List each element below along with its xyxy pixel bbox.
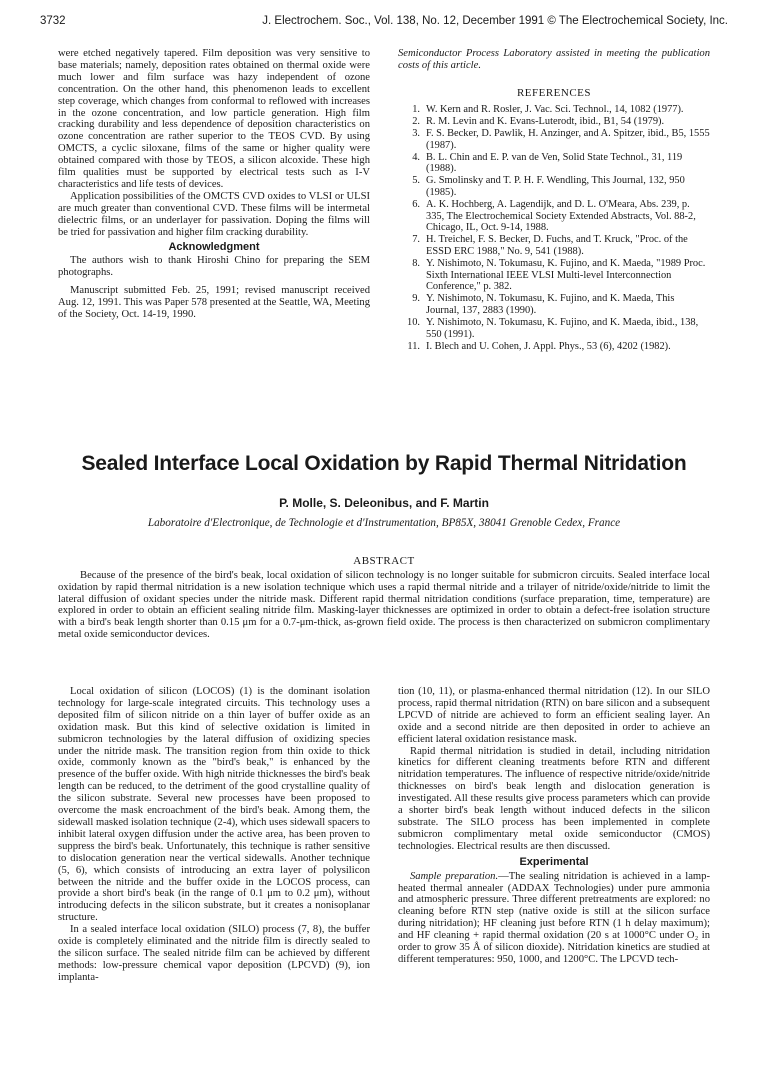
manuscript-note: Manuscript submitted Feb. 25, 1991; revised manuscript received Aug. 12, 1991. This was Paper 578 presented at the Seattle, WA, Meeting of the Society, Oct. 14-19, 1990. <box>58 285 370 321</box>
reference-item <box>398 199 710 234</box>
reference-text: B. L. Chin and E. P. van de Ven, Solid State Technol., 31, 119 (1988). <box>426 151 683 175</box>
reference-item <box>398 258 710 293</box>
journal-citation-line: J. Electrochem. Soc., Vol. 138, No. 12, December 1991 © The Electrochemical Society, Inc. <box>262 15 728 27</box>
abstract-text: Because of the presence of the bird's beak, local oxidation of silicon technology is no longer suitable for submicron circuits. Sealed interface local oxidation by rapid thermal nitridation is a new isolation technique which uses a rapid thermal nitride and a trilayer of nitride/oxide/nitride to limit the lateral diffusion of oxidant species under the nitride mask. Different rapid thermal nitridation conditions (surface preparation, time, temperature) are explored in order to obtain an efficient sealing nitride film. Masking-layer thicknesses are optimized in order to obtain a defect-free isolation structure with a bird's beak length shorter than 0.15 μm for a 0.7-μm-thick, as-grown field oxide. The process is then characterized on submicron complimentary metal oxide semiconductor devices. <box>58 570 710 640</box>
reference-text: W. Kern and R. Rosler, J. Vac. Sci. Technol., 14, 1082 (1977). <box>426 103 684 115</box>
experimental-heading: Experimental <box>519 855 589 868</box>
reference-list <box>398 104 710 352</box>
reference-number: 5. <box>412 175 420 187</box>
reference-item <box>398 341 710 353</box>
reference-text: H. Treichel, F. S. Becker, D. Fuchs, and T. Kruck, "Proc. of the ESSD ERC 1988," No. 9, 541 (1988). <box>426 234 688 257</box>
reference-number: 10. <box>407 316 420 328</box>
body-paragraph: Application possibilities of the OMCTS CVD oxides to VLSI or ULSI are much greater than conventional CVD. These films will be intermetal dielectric films, or an underlayer for passivation. Doping the films will be tried for passivation and higher film cracking durability. <box>58 190 370 238</box>
reference-item <box>398 116 710 128</box>
reference-number: 3. <box>412 127 420 139</box>
reference-number: 8. <box>412 257 420 269</box>
reference-text: A. K. Hochberg, A. Lagendijk, and D. L. O'Meara, Abs. 239, p. 335, The Electrochemical Society Extended Abstracts, Vol. 88-2, Chicago, IL, Oct. 9-14, 1988. <box>426 198 696 234</box>
article-right-column <box>398 686 710 966</box>
body-paragraph: Rapid thermal nitridation is studied in detail, including nitridation kinetics for different cleaning treatments before RTN and different nitridation temperatures. The influence of respective nitride/oxide/nitride thicknesses on bird's beak length and dislocation generation is investigated. All these results give process parameters which can provide a shorter bird's beak length without induced defects in the silicon substrate. The SILO process has been implemented in complete submicron complimentary metal oxide semiconductor (CMOS) technologies. Electrical results are then discussed. <box>398 745 710 852</box>
reference-text: F. S. Becker, D. Pawlik, H. Anzinger, and A. Spitzer, ibid., B5, 1555 (1987). <box>426 127 710 151</box>
sample-preparation-text: —The sealing nitridation is achieved in a lamp-heated thermal annealer (ADDAX Technologies) under pure ammonia and atmospheric pressure. Three different pretreatments are explored: no cleaning before RTN step (native oxide is still at the silicon surface during nitridation); HF cleaning just before RTN (1 h delay maximum); and HF cleaning + rapid thermal oxidation (20 s at 1000°C under O₂ in order to grow 35 Å of silicon dioxide). Nitridation kinetics are studied at different temperatures: 950, 1000, and 1200°C. The LPCVD tech- <box>398 870 710 965</box>
reference-item <box>398 293 710 316</box>
acknowledgment-text: The authors wish to thank Hiroshi Chino for preparing the SEM photographs. <box>58 255 370 279</box>
previous-article-left-column <box>58 48 370 321</box>
reference-item <box>398 234 710 257</box>
article-left-column <box>58 686 370 984</box>
abstract-heading: ABSTRACT <box>353 555 415 567</box>
reference-text: R. M. Levin and K. Evans-Luterodt, ibid., B1, 54 (1979). <box>426 115 665 127</box>
reference-number: 6. <box>412 198 420 210</box>
references-heading: REFERENCES <box>516 86 592 99</box>
running-header <box>40 12 728 34</box>
author-affiliation: Laboratoire d'Electronique, de Technologie et d'Instrumentation, BP85X, 38041 Grenoble Cedex, France <box>147 517 621 529</box>
reference-item <box>398 152 710 175</box>
acknowledgment-heading: Acknowledgment <box>168 240 260 253</box>
introduction-paragraph: Local oxidation of silicon (LOCOS) (1) is the dominant isolation technology for large-scale integrated circuits. This technology uses a deposited film of silicon nitride on a thin layer of buffer oxide as an oxidation mask. But this kind of selective oxidation is limited in submicron technologies by the lateral diffusion of oxidizing species under the nitride mask. The transition region from thin oxide to thick oxide, commonly known as the "bird's beak," is enhanced by the presence of the buffer oxide. With high nitride thicknesses the bird's beak length can be reduced, to the detriment of the good crystalline quality of the silicon substrate. Several new processes have been proposed to overcome the mask encroachment of the bird's beak. Among them, the sidewall masked isolation technique (2-4), which uses sidewall spacers to inhibit lateral oxygen diffusion under the active area, has been proven to suppress the bird's beak. Unfortunately, this technique is rather sensitive to dislocation generation near the vertical sidewalls. Another technique (5, 6), which consists of introducing an extra layer of polysilicon between the nitride and the buffer oxide in the LOCOS process, can provide a short bird's beak (in the range of 0.1 μm to 0.2 μm), without introducing defects in the silicon substrate, but it creates a nonisoplanar structure. <box>58 686 370 924</box>
previous-article-right-column <box>398 48 710 353</box>
sample-preparation-paragraph <box>398 871 710 966</box>
reference-item <box>398 104 710 116</box>
reference-text: Y. Nishimoto, N. Tokumasu, K. Fujino, and K. Maeda, This Journal, 137, 2883 (1990). <box>426 293 675 316</box>
introduction-paragraph: In a sealed interface local oxidation (SILO) process (7, 8), the buffer oxide is completely eliminated and the nitride film is directly sealed to the silicon surface. The sealed nitride film can be achieved by different methods: low-pressure chemical vapor deposition (LPCVD) (9), ion implanta- <box>58 924 370 983</box>
reference-number: 1. <box>412 103 420 115</box>
reference-number: 2. <box>412 115 420 127</box>
body-paragraph: were etched negatively tapered. Film deposition was very sensitive to base materials; namely, deposition rates obtained on thermal oxide were much lower and film surface was hazy independent of ozone concentration. On the other hand, this phenomenon leads to excellent step coverage, which changes from conformal to reflowed with increases in the ozone concentration, and low particle generation. High film cracking durability and less dependence of deposition characteristics on ozone concentration are rather superior to the TEOS CVD. By using OMCTS, a cyclic siloxane, films of the same or higher quality were obtained compared with those by TEOS, a silicon alcoxide. These high film qualities must be supported by electrical tests such as I-V characteristics and life tests of devices. <box>58 48 370 190</box>
reference-number: 7. <box>412 234 420 246</box>
reference-text: I. Blech and U. Cohen, J. Appl. Phys., 53 (6), 4202 (1982). <box>426 340 671 352</box>
reference-text: Y. Nishimoto, N. Tokumasu, K. Fujino, and K. Maeda, "1989 Proc. Sixth International IEEE VLSI Multi-level Interconnection Conference," p. 382. <box>426 257 706 293</box>
reference-text: G. Smolinsky and T. P. H. F. Wendling, This Journal, 132, 950 (1985). <box>426 175 685 198</box>
reference-item <box>398 317 710 340</box>
article-title: Sealed Interface Local Oxidation by Rapid Thermal Nitridation <box>81 452 687 475</box>
publication-cost-note: Semiconductor Process Laboratory assisted in meeting the publication costs of this article. <box>398 48 710 71</box>
page-number: 3732 <box>40 15 66 27</box>
reference-text: Y. Nishimoto, N. Tokumasu, K. Fujino, and K. Maeda, ibid., 138, 550 (1991). <box>426 316 699 340</box>
reference-item <box>398 175 710 198</box>
sample-preparation-label: Sample preparation. <box>410 870 499 882</box>
reference-number: 4. <box>412 151 420 163</box>
body-paragraph: tion (10, 11), or plasma-enhanced thermal nitridation (12). In our SILO process, rapid thermal nitridation (RTN) on bare silicon and a subsequent LPCVD of nitride are achieved to form an efficient sealing layer. An oxide and a second nitride are then deposited in order to achieve an efficient lateral oxidation resistance mask. <box>398 686 710 745</box>
reference-number: 9. <box>412 293 420 305</box>
reference-number: 11. <box>407 340 420 352</box>
reference-item <box>398 128 710 151</box>
article-authors: P. Molle, S. Deleonibus, and F. Martin <box>279 496 489 510</box>
